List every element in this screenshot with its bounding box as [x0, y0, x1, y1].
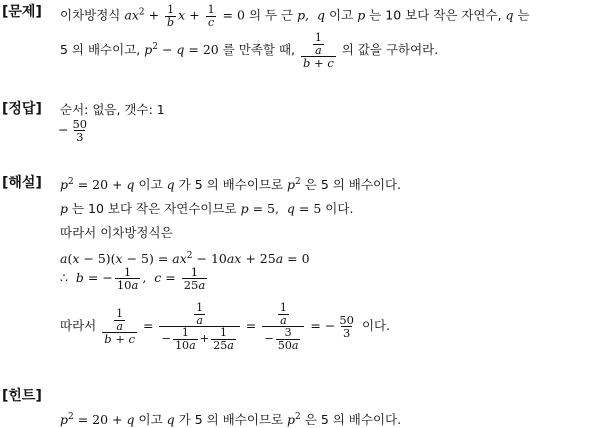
- hint-line-1: $p^2 = 20 + q$ 이고 q 가 5 의 배수이므로 $p^2$ 은 5 의 배수이다.: [60, 411, 402, 427]
- solution-line-1: $p^2 = 20 + q$ 이고 q 가 5 의 배수이므로 $p^2$ 은 5 의 배수이다.: [60, 176, 402, 192]
- solution-label: [해설]: [2, 175, 42, 191]
- solution-line-2: p 는 10 보다 작은 자연수이므로 p = 5, q = 5 이다.: [60, 201, 354, 216]
- solution-bc: ∴ b = − $\frac{1}{10a}$ , c = $\frac{1}{25a}$: [60, 265, 206, 293]
- problem-line-2: 5 의 배수이고, $p^2 - q = 20$ 를 만족할 때, $\frac{\frac{1}{a}}{b + c}$ 의 값을 구하여라.: [60, 31, 439, 71]
- solution-final: 따라서 $\frac{\frac{1}{a}}{b + c}$ = $\frac{1}{a}$ − $\frac{1}{10a}$ + $\frac{1}{25a}$ = $\frac{1}{a}$ − $\frac{3}{50a}$ = − $\frac{50}{3}$ 이다.: [60, 301, 391, 352]
- answer-value: − $\frac{50}{3}$: [58, 117, 88, 145]
- problem-line-1: 이차방정식 $ax^2$ + $\frac{1}{b}$ x + $\frac{1}{c}$ = 0 의 두 근 p, q 이고 p 는 10 보다 작은 자연수, q 는: [60, 3, 530, 29]
- answer-label: [정답]: [2, 101, 42, 117]
- solution-equation: $a(x - 5)(x - 5) = ax^2 - 10ax + 25a = 0$: [60, 251, 310, 267]
- solution-line-3: 따라서 이차방정식은: [60, 225, 173, 240]
- hint-label: [힌트]: [2, 388, 42, 404]
- answer-info: 순서: 없음, 갯수: 1: [60, 102, 165, 117]
- problem-label: [문제]: [2, 4, 42, 20]
